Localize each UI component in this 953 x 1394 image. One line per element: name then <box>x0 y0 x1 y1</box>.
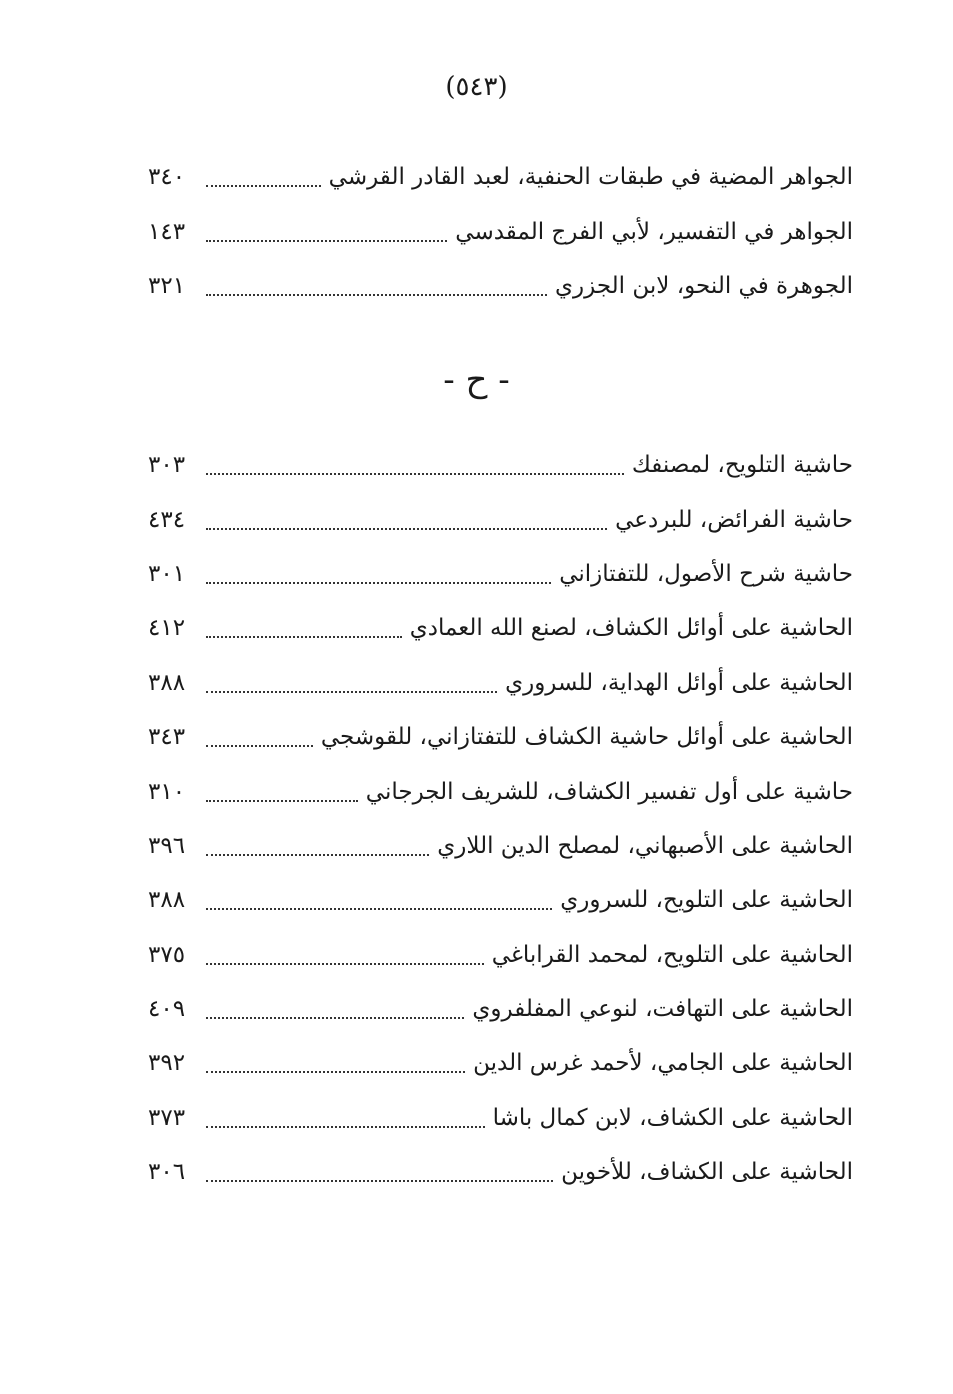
entry-page-number: ٣٨٨ <box>148 669 186 696</box>
leader-dots <box>206 854 429 856</box>
leader-dots <box>206 1180 553 1182</box>
entry-title: حاشية الفرائض، للبردعي <box>615 506 853 533</box>
entry-title: الحاشية على أوائل الهداية، للسروري <box>505 669 853 696</box>
leader-dots <box>206 528 607 530</box>
entry-page-number: ٣٢١ <box>148 272 186 299</box>
leader-dots <box>206 240 447 242</box>
section-ha-entries <box>148 438 853 1199</box>
leader-dots <box>206 1071 465 1073</box>
leader-dots <box>206 745 313 747</box>
entry-title: الحاشية على التلويح، لمحمد القراباغي <box>491 941 853 968</box>
entry-title: الحاشية على الأصبهاني، لمصلح الدين اللاري <box>437 832 853 859</box>
leader-dots <box>206 582 551 584</box>
entry-page-number: ٣٩٦ <box>148 832 186 859</box>
leader-dots <box>206 294 547 296</box>
entry-title: الحاشية على أوائل الكشاف، لصنع الله العمادي <box>409 615 853 642</box>
entry-page-number: ٣٠٦ <box>148 1159 186 1186</box>
leader-dots <box>206 963 484 965</box>
entry-title: حاشية شرح الأصول، للتفتازاني <box>559 560 853 587</box>
entry-page-number: ٤٣٤ <box>148 506 186 533</box>
index-entry <box>148 1145 853 1199</box>
index-entry <box>148 656 853 710</box>
entry-page-number: ١٤٣ <box>148 218 186 245</box>
index-entry <box>148 928 853 982</box>
index-entry <box>148 601 853 655</box>
entry-page-number: ٣٨٨ <box>148 887 186 914</box>
entry-title: الحاشية على أوائل حاشية الكشاف للتفتازاني، للقوشجي <box>320 724 853 751</box>
entry-title: حاشية التلويح، لمصنفك <box>631 452 853 479</box>
entry-page-number: ٣٤٣ <box>148 724 186 751</box>
index-entry <box>148 819 853 873</box>
entry-page-number: ٣٠٣ <box>148 452 186 479</box>
entry-page-number: ٣٠١ <box>148 560 186 587</box>
index-entry <box>148 1091 853 1145</box>
entry-page-number: ٣٩٢ <box>148 1050 186 1077</box>
page-number: (٥٤٣) <box>445 72 508 102</box>
entry-title: الحاشية على التهافت، لنوعي المفلفروي <box>472 996 853 1023</box>
index-entry <box>148 982 853 1036</box>
section-heading-ha: - ح - <box>443 360 510 400</box>
index-entry <box>148 204 853 258</box>
entry-title: الجوهرة في النحو، لابن الجزري <box>555 272 853 299</box>
entry-page-number: ٣٧٥ <box>148 941 186 968</box>
entry-title: الحاشية على الجامي، لأحمد غرس الدين <box>473 1050 853 1077</box>
section-jim-entries <box>148 150 853 313</box>
index-entry <box>148 438 853 492</box>
entry-title: الحاشية على الكشاف، لابن كمال باشا <box>492 1104 853 1131</box>
entry-page-number: ٣١٠ <box>148 778 186 805</box>
index-entry <box>148 873 853 927</box>
entry-title: الجواهر المضية في طبقات الحنفية، لعبد القادر القرشي <box>328 164 853 191</box>
entry-page-number: ٤١٢ <box>148 615 186 642</box>
entry-title: الجواهر في التفسير، لأبي الفرج المقدسي <box>455 218 853 245</box>
index-entry <box>148 764 853 818</box>
leader-dots <box>206 185 321 187</box>
index-entry <box>148 1036 853 1090</box>
leader-dots <box>206 636 402 638</box>
index-entry <box>148 259 853 313</box>
leader-dots <box>206 908 552 910</box>
leader-dots <box>206 1126 485 1128</box>
index-entry <box>148 150 853 204</box>
index-entry <box>148 547 853 601</box>
leader-dots <box>206 473 624 475</box>
entry-page-number: ٤٠٩ <box>148 996 186 1023</box>
entry-title: الحاشية على الكشاف، للأخوين <box>561 1159 853 1186</box>
index-entry <box>148 492 853 546</box>
entry-page-number: ٣٤٠ <box>148 164 186 191</box>
leader-dots <box>206 800 358 802</box>
leader-dots <box>206 691 497 693</box>
index-entry <box>148 710 853 764</box>
entry-page-number: ٣٧٣ <box>148 1104 186 1131</box>
entry-title: الحاشية على التلويح، للسروري <box>560 887 853 914</box>
leader-dots <box>206 1017 464 1019</box>
entry-title: حاشية على أول تفسير الكشاف، للشريف الجرجاني <box>365 778 853 805</box>
